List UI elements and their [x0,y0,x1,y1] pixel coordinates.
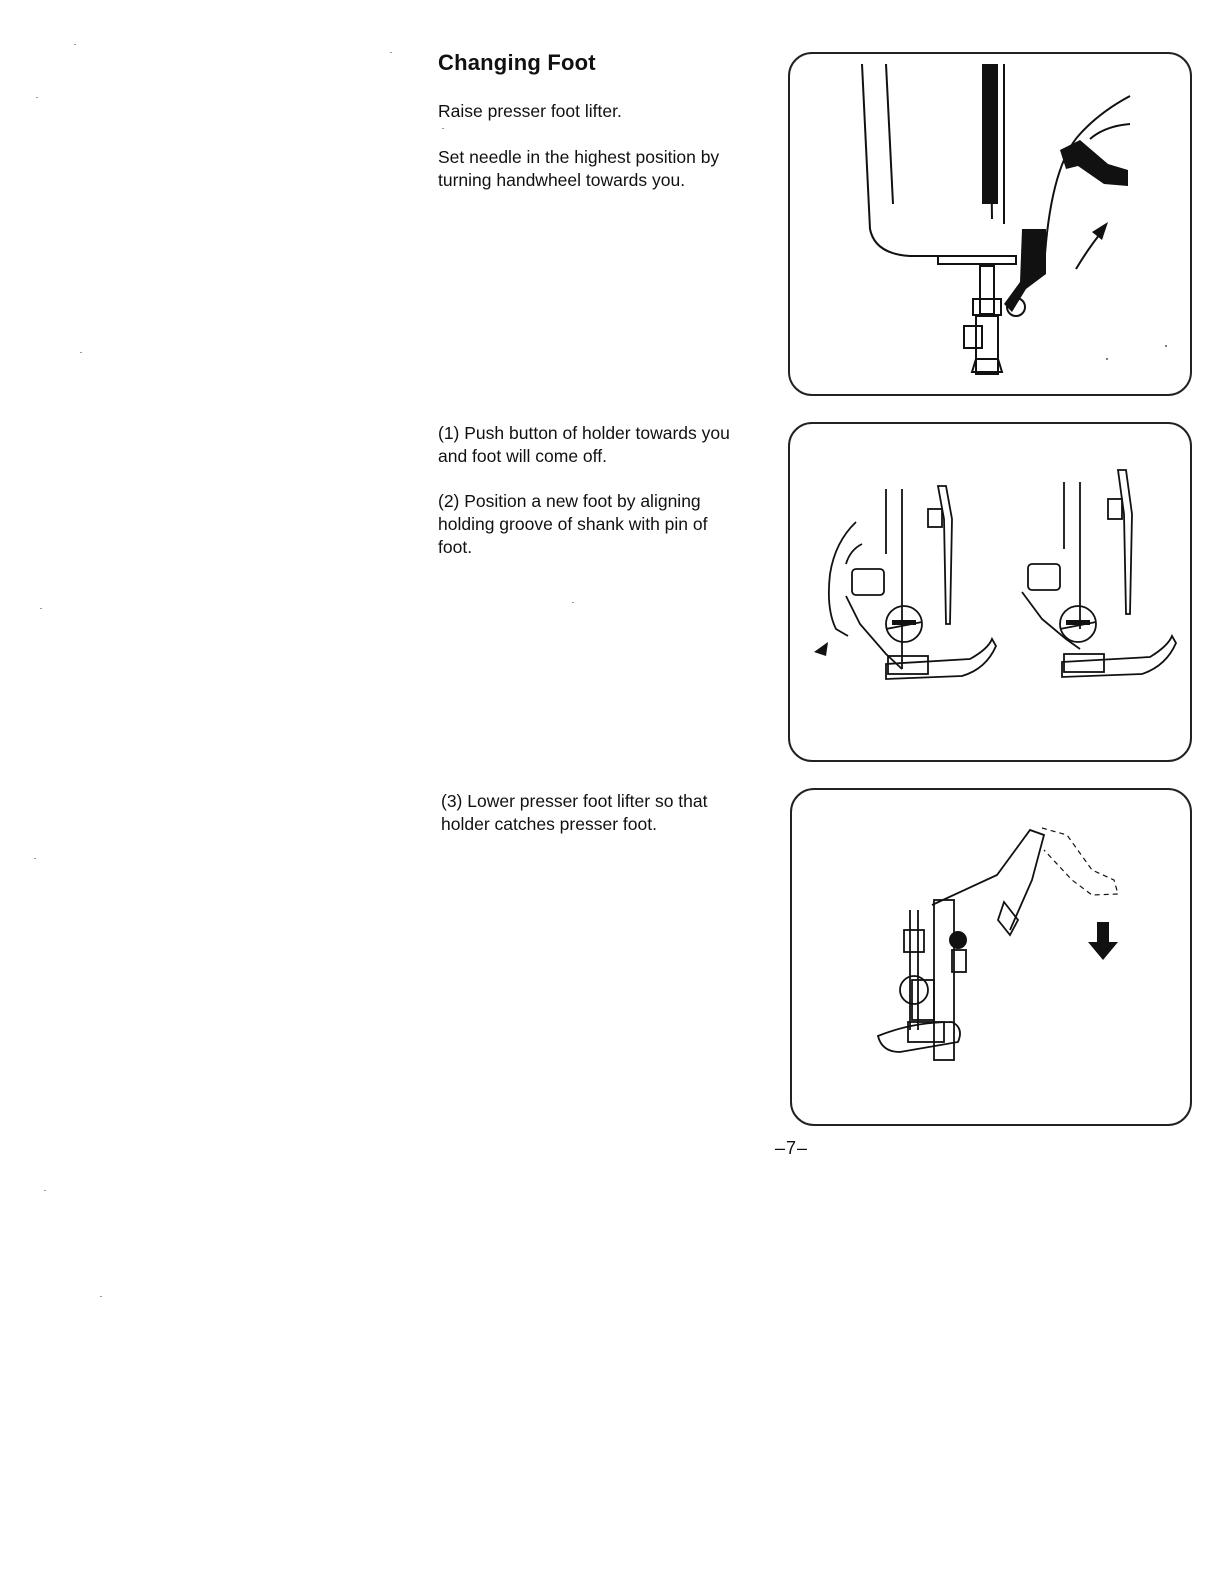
lowered-lifter-drawing [792,790,1190,1124]
scan-speck [100,1296,102,1297]
scan-speck [74,44,76,45]
step-raise-lifter: Raise presser foot lifter. [438,101,622,121]
illustration-lower-lifter [790,788,1192,1126]
illustration-raise-lifter [788,52,1192,396]
scan-speck [40,608,42,609]
scan-speck [572,602,574,603]
scan-speck [34,858,36,859]
scan-speck [390,52,392,53]
scan-speck [44,1190,46,1191]
scan-speck [442,128,444,129]
section-title: Changing Foot [438,50,596,75]
scan-speck [80,352,82,353]
page-number: –7– [775,1138,809,1158]
step-position-foot: (2) Position a new foot by aligning holding groove of shank with pin of foot. [438,491,708,557]
scan-speck [36,97,38,98]
step-set-needle: Set needle in the highest position by turning handwheel towards you. [438,147,720,190]
illustration-change-foot [788,422,1192,762]
sewing-machine-head-drawing [790,54,1190,394]
foot-holder-drawings [790,424,1190,760]
step-push-button: (1) Push button of holder towards you and foot will come off. [438,423,730,466]
step-lower-lifter: (3) Lower presser foot lifter so that holder catches presser foot. [441,791,708,834]
